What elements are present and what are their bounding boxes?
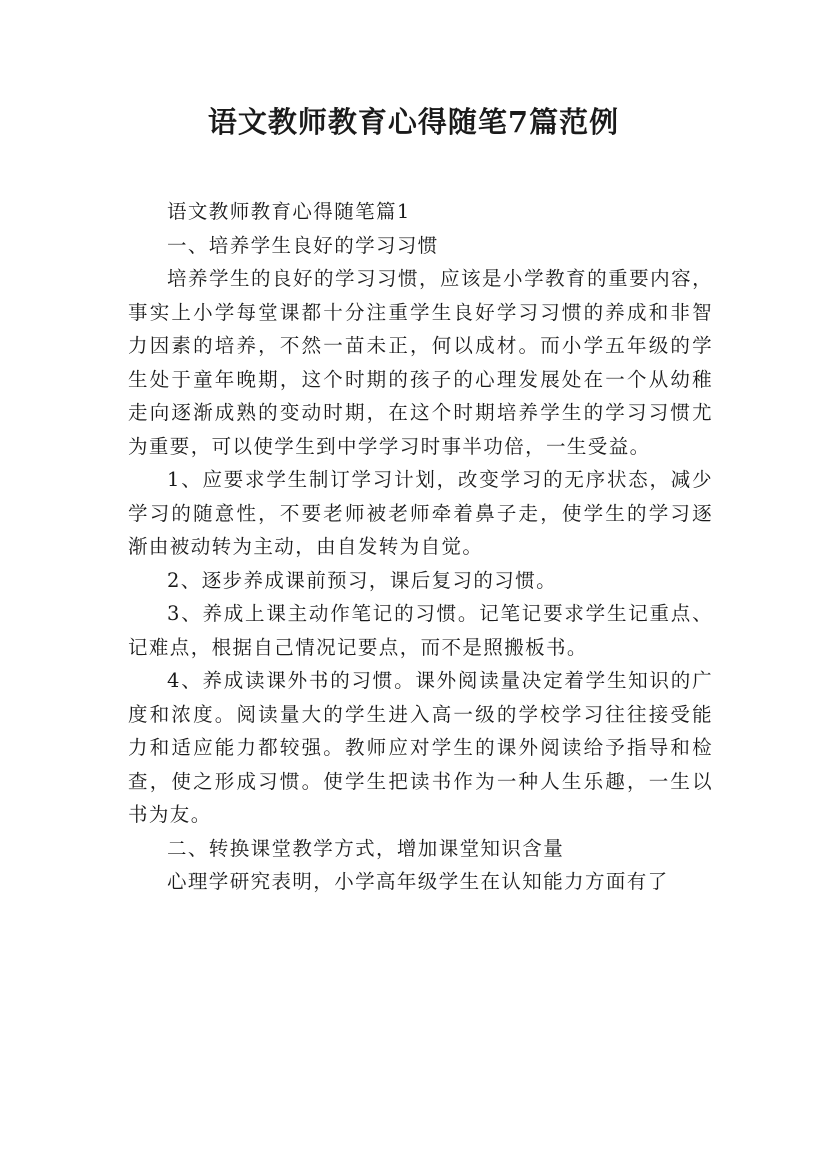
document-title: 语文教师教育心得随笔7篇范例 [207, 105, 620, 139]
body-paragraph: 心理学研究表明，小学高年级学生在认知能力方面有了 [167, 870, 669, 893]
list-item: 3、养成上课主动作笔记的习惯。记笔记要求学生记重点、记难点，根据自己情况记要点，而不是照搬板书。 [128, 602, 713, 659]
section-heading: 语文教师教育心得随笔篇1 [167, 200, 411, 223]
list-item: 4、养成读课外书的习惯。课外阅读量决定着学生知识的广度和浓度。阅读量大的学生进入高一级的学校学习往往接受能力和适应能力都较强。教师应对学生的课外阅读给予指导和检查，使之形成习惯。使学生把读书作为一种人生乐趣，一生以书为友。 [128, 669, 713, 826]
subheading: 一、培养学生良好的学习习惯 [167, 233, 439, 257]
subheading: 二、转换课堂教学方式，增加课堂知识含量 [167, 836, 565, 860]
document-body [128, 195, 713, 899]
body-paragraph: 培养学生的良好的学习习惯，应该是小学教育的重要内容，事实上小学每堂课都十分注重学生良好学习习惯的养成和非智力因素的培养，不然一苗未正，何以成材。而小学五年级的学生处于童年晚期，这个时期的孩子的心理发展处在一个从幼稚走向逐渐成熟的变动时期，在这个时期培养学生的学习习惯尤为重要，可以使学生到中学学习时事半功倍，一生受益。 [128, 267, 713, 458]
list-item: 2、逐步养成课前预习，课后复习的习惯。 [167, 568, 558, 592]
list-item: 1、应要求学生制订学习计划，改变学习的无序状态，减少学习的随意性，不要老师被老师牵着鼻子走，使学生的学习逐渐由被动转为主动，由自发转为自觉。 [128, 468, 713, 558]
